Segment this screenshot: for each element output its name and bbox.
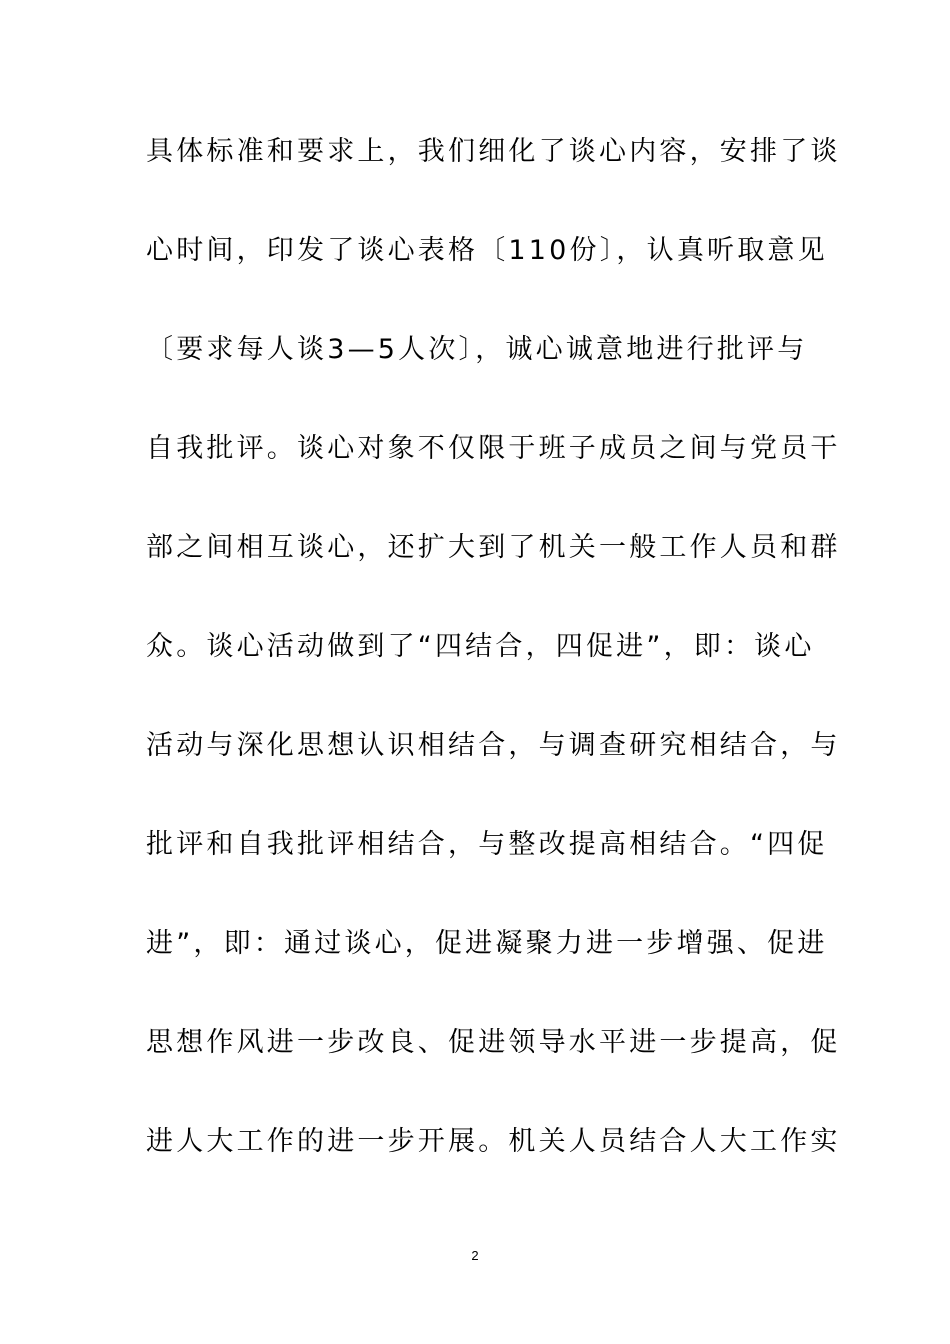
text-line-9: 进”，即：通过谈心，促进凝聚力进一步增强、促进 bbox=[146, 928, 828, 959]
body-text bbox=[146, 129, 841, 1218]
text-line-2: 心时间，印发了谈心表格〔110份〕，认真听取意见 bbox=[146, 235, 828, 266]
text-line-6: 众。谈心活动做到了“四结合，四促进”，即：谈心 bbox=[146, 631, 815, 662]
text-line-7: 活动与深化思想认识相结合，与调查研究相结合，与 bbox=[146, 730, 841, 761]
text-line-10: 思想作风进一步改良、促进领导水平进一步提高，促 bbox=[146, 1027, 841, 1058]
text-line-4: 自我批评。谈心对象不仅限于班子成员之间与党员干 bbox=[146, 433, 841, 464]
text-line-11: 进人大工作的进一步开展。机关人员结合人大工作实 bbox=[146, 1126, 841, 1157]
text-line-1: 具体标准和要求上，我们细化了谈心内容，安排了谈 bbox=[146, 136, 841, 167]
text-line-8: 批评和自我批评相结合，与整改提高相结合。“四促 bbox=[146, 829, 828, 860]
page-number: 2 bbox=[471, 1248, 479, 1263]
text-line-5: 部之间相互谈心，还扩大到了机关一般工作人员和群 bbox=[146, 532, 841, 563]
text-line-3: 〔要求每人谈3—5人次〕，诚心诚意地进行批评与 bbox=[146, 334, 808, 365]
